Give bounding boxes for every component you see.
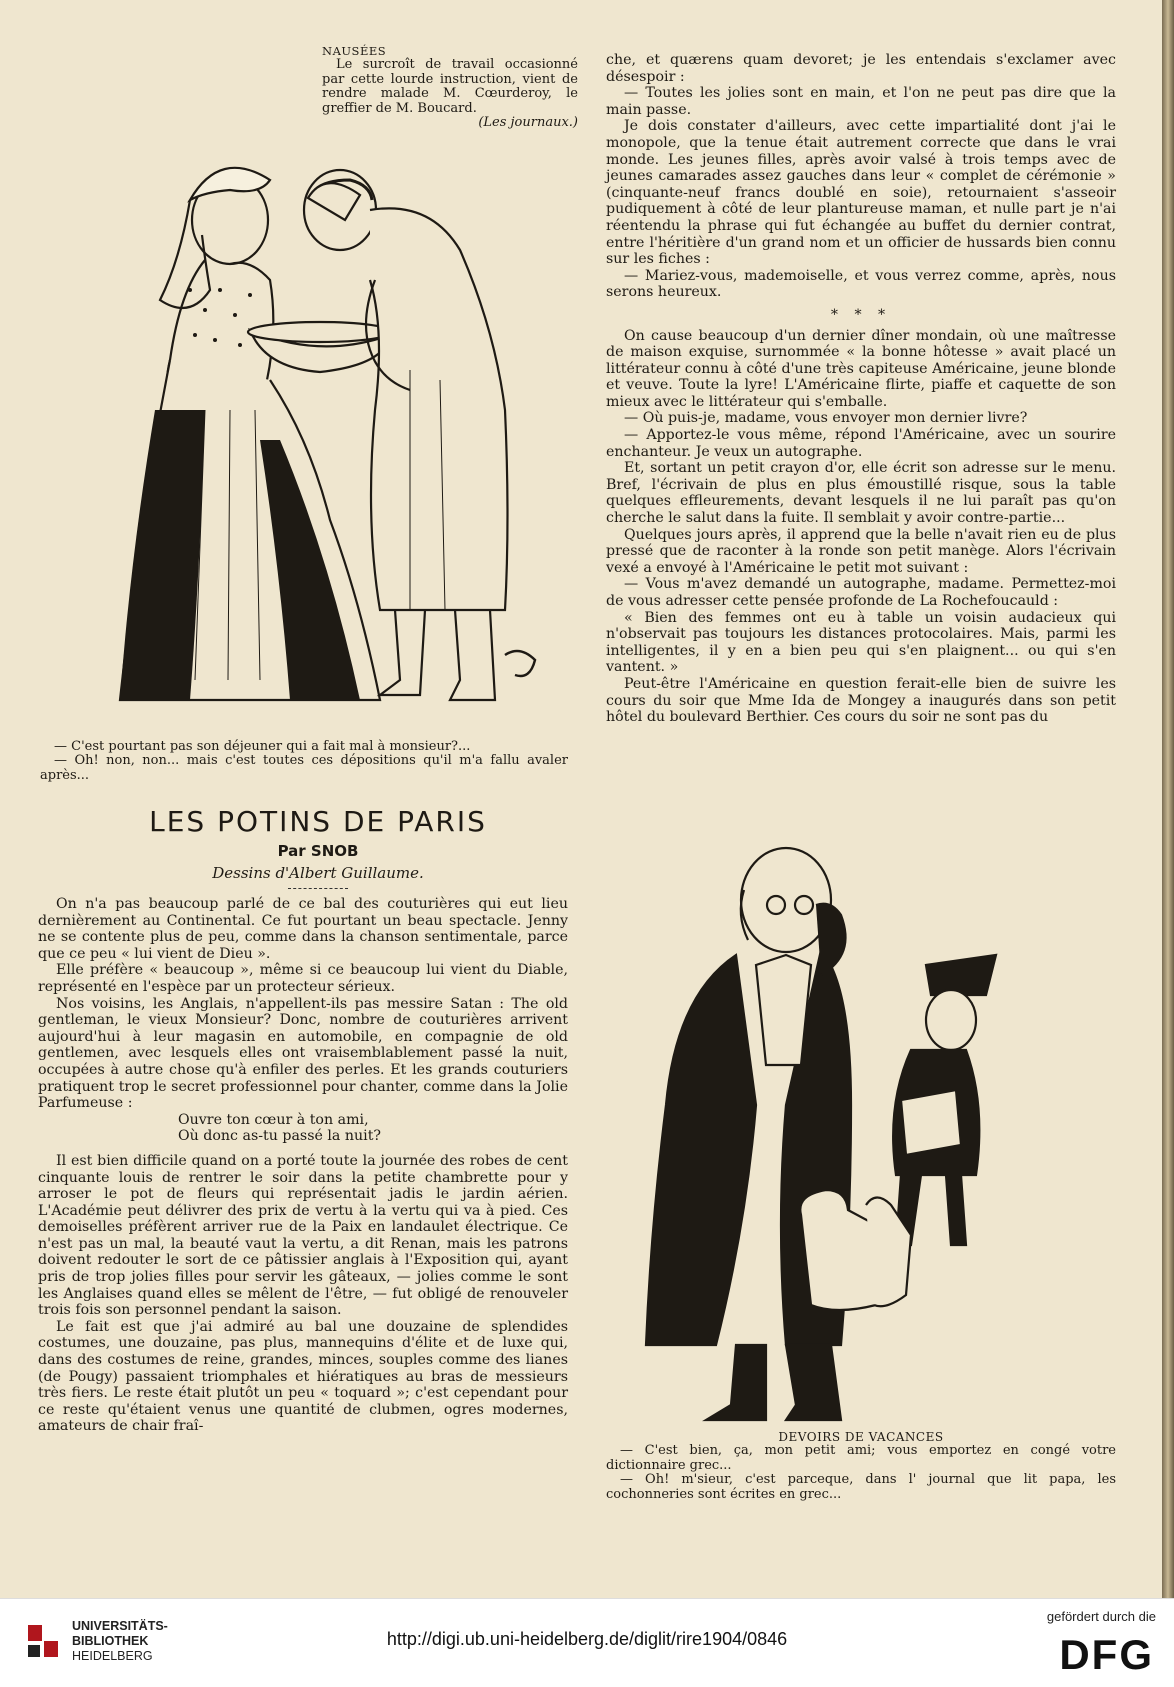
right-paragraph: — Toutes les jolies sont en main, et l'on ne peut pas dire que la main passe.	[606, 85, 1116, 118]
right-paragraph: Peut-être l'Américaine en question ferait-elle bien de suivre les cours du soir que Mme Ida de Mongey a inaugurés dans son petit hôtel du boulevard Berthier. Ces cours du soir ne sont pas du	[606, 675, 1116, 726]
caption-2-line-2: — Oh! m'sieur, c'est parceque, dans l' journal que lit papa, les cochonneries sont écrites en grec...	[606, 1472, 1116, 1502]
verse-line: Où donc as-tu passé la nuit?	[178, 1128, 382, 1145]
institution-line-2: BIBLIOTHEK	[72, 1634, 149, 1648]
footer	[0, 1598, 1174, 1687]
page-edge	[1162, 0, 1174, 1598]
right-column	[606, 52, 1116, 726]
top-caption	[322, 44, 578, 130]
right-paragraph: On cause beaucoup d'un dernier dîner mondain, où une maîtresse de maison exquise, surnommée « la bonne hôtesse » avait placé un littérateur connu à côté d'une très capiteuse Américaine, jeune blonde et veuve. Toute la lyre! L'Américaine flirte, piaffe et caquette de son mieux avec le littérateur qui s'emballe.	[606, 327, 1116, 410]
top-caption-source: (Les journaux.)	[478, 115, 578, 131]
caption-1-line-2: — Oh! non, non... mais c'est toutes ces dépositions qu'il m'a fallu avaler après...	[40, 753, 568, 783]
permalink-url[interactable]: http://digi.ub.uni-heidelberg.de/diglit/rire1904/0846	[386, 1629, 788, 1649]
right-paragraph: che, et quærens quam devoret; je les entendais s'exclamer avec désespoir :	[606, 52, 1116, 85]
left-column	[38, 896, 568, 1435]
right-paragraph: Et, sortant un petit crayon d'or, elle écrit son adresse sur le menu. Bref, l'écrivain de plus en plus émoustillé risque, sous la table quelques effleurements, devant lesquels il ne lui paraît pas qu'on cherche le salut dans la fuite. Il semblait y avoir contre-partie...	[606, 460, 1116, 527]
top-caption-heading: NAUSÉES	[322, 44, 387, 58]
right-paragraph: Quelques jours après, il apprend que la belle n'avait rien eu de plus pressé que de raconter à la ronde son petit manège. Alors l'écrivain vexé a envoyé à l'Américaine le petit mot suivant :	[606, 526, 1116, 576]
verse-line: Ouvre ton cœur à ton ami,	[178, 1111, 369, 1128]
top-caption-body: Le surcroît de travail occasionné par cette lourde instruction, vient de rendre malade M. Cœurderoy, le greffier de M. Boucard.	[322, 57, 578, 116]
left-paragraph: Il est bien difficile quand on a porté toute la journée des robes de cent cinquante louis de rentrer le soir dans la petite chambrette pour y arroser le pot de fleurs qui représentait jadis le jardin aérien. L'Académie peut délivrer des prix de vertu à la vertu qui va à pied. Ces demoiselles préfèrent arriver rue de la Paix en landaulet électrique. Ce n'est pas un mal, la beauté vaut la vertu, a dit Renan, mais les patrons doivent redouter le sort de ce pâtissier anglais à l'Exposition qui, ayant pris de trop jolies filles pour servir les gâteaux, — jolies comme le sont les Anglaises quand elles se mêlent de l'être, — fut obligé de renouveler trois fois son personnel pendant la saison.	[38, 1152, 568, 1319]
illustration-2-caption	[606, 1430, 1116, 1502]
right-paragraph: Je dois constater d'ailleurs, avec cette impartialité dont j'ai le monopole, que la tenue était autrement correcte que dans le vrai monde. Les jeunes filles, après avoir valsé à trois temps avec de jeunes camarades assez gauches dans leur « complet de cérémonie » (cinquante-neuf francs doublé en soie), retournaient s'asseoir pudiquement à côté de leur plantureuse maman, et nulle part je n'ai réentendu la phrase qui fut échangée au buffet du dernier contrat, entre l'héritière d'un grand nom et un officier de hussards bien connu sur les fiches :	[606, 118, 1116, 268]
dfg-logo: DFG	[1059, 1631, 1154, 1678]
right-paragraph: — Où puis-je, madame, vous envoyer mon dernier livre?	[624, 410, 1028, 427]
illustration-holiday-homework	[636, 845, 1116, 1425]
article-title-block	[38, 806, 598, 889]
section-stars: * * *	[830, 306, 892, 323]
illustration-1-caption	[40, 740, 568, 783]
funding-label: gefördert durch die	[1046, 1609, 1156, 1624]
left-paragraph: Le fait est que j'ai admiré au bal une douzaine de splendides costumes, une douzaine, pas plus, mannequins d'élite et de luxe qui, dans des costumes de reine, grandes, minces, souples comme des lianes (de Pougy) passaient triomphales et hiératiques au bras de messieurs très fiers. Le reste était plutôt un peu « toquard »; c'est cependant pour ce reste qu'étaient venus une quantité de clubmen, ogres modernes, amateurs de chair fraî-	[38, 1318, 568, 1435]
right-paragraph: « Bien des femmes ont eu à table un voisin audacieux qui n'observait pas toujours les distances protocolaires. Mais, parmi les intelligentes, il y en a bien peu qui s'en plaignent... ou qui s'en vantent. »	[606, 609, 1116, 676]
institution-line-3: HEIDELBERG	[72, 1649, 153, 1663]
caption-1-line-1: — C'est pourtant pas son déjeuner qui a fait mal à monsieur?...	[54, 739, 471, 754]
caption-2-line-1: — C'est bien, ça, mon petit ami; vous emportez en congé votre dictionnaire grec...	[606, 1443, 1116, 1473]
illustration-nausea	[110, 140, 580, 725]
left-paragraph: On n'a pas beaucoup parlé de ce bal des couturières qui eut lieu dernièrement au Continental. Ce fut pourtant un beau spectacle. Jenny ne se contente plus de peu, comme dans la chanson sentimentale, parce que ce peu « lui vient de Dieu ».	[38, 896, 568, 962]
article-title: LES POTINS DE PARIS	[149, 805, 487, 838]
left-paragraph: Elle préfère « beaucoup », même si ce beaucoup lui vient du Diable, représenté en l'espèce par un protecteur sérieux.	[38, 962, 568, 995]
right-paragraph: — Apportez-le vous même, répond l'Américaine, avec un sourire enchanteur. Je veux un autographe.	[606, 427, 1116, 460]
caption-2-title: DEVOIRS DE VACANCES	[778, 1430, 944, 1444]
left-paragraph: Nos voisins, les Anglais, n'appellent-ils pas messire Satan : The old gentleman, le vieux Monsieur? Donc, nombre de couturières arrivent aujourd'hui à leur magasin en automobile, en compagnie de old gentlemen, avec lesquels elles ont vraisemblablement passé la nuit, occupées à autre chose qu'à enfiler des perles. Et les grands couturiers pratiquent trop le secret professionnel pour chanter, comme dans la Jolie Parfumeuse :	[38, 995, 568, 1112]
article-illustrator: Dessins d'Albert Guillaume.	[212, 864, 424, 882]
institution-line-1: UNIVERSITÄTS-	[72, 1619, 168, 1633]
right-paragraph: — Mariez-vous, mademoiselle, et vous verrez comme, après, nous serons heureux.	[606, 267, 1116, 301]
title-rule	[288, 888, 348, 889]
right-paragraph: — Vous m'avez demandé un autographe, madame. Permettez-moi de vous adresser cette pensée profonde de La Rochefoucauld :	[606, 576, 1116, 609]
article-byline: Par SNOB	[277, 842, 359, 860]
